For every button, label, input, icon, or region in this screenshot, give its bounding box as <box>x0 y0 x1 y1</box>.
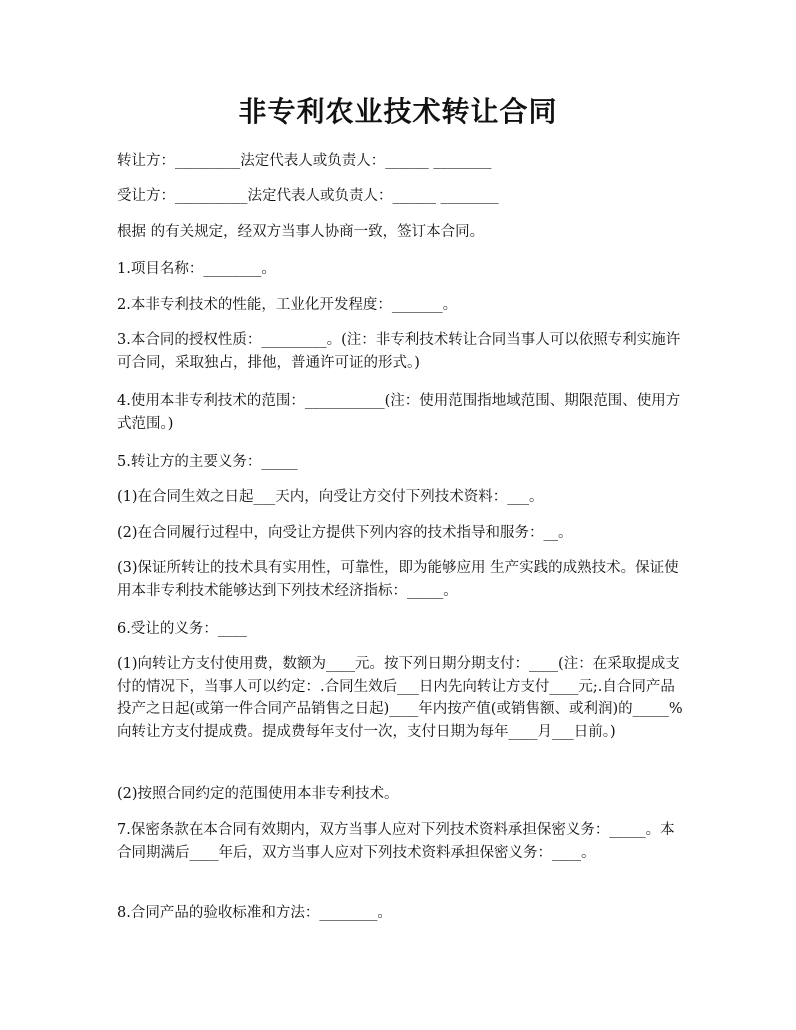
clause-6-item-1: (1)向转让方支付使用费，数额为____元。按下列日期分期支付：____(注：在采取提成支付的情况下，当事人可以约定：.合同生效后___日内先向转让方支付____元;.自合同产品投产之日起(或第一件合同产品销售之日起)____年内按产值(或销售额、或利润)的_____%向转让方支付提成费。提成费每年支付一次，支付日期为每年____月___日前。) <box>117 656 683 740</box>
clause-2-performance: 2.本非专利技术的性能，工业化开发程度：_______。 <box>117 297 458 313</box>
clause-3-authorization: 3.本合同的授权性质：_________。(注：非专利技术转让合同当事人可以依照专利实施许可合同，采取独占，排他，普通许可证的形式。) <box>117 332 681 371</box>
transferor-line: 转让方：_________法定代表人或负责人：______ ________ <box>117 153 492 169</box>
clause-6-item-2: (2)按照合同约定的范围使用本非专利技术。 <box>117 786 399 802</box>
clause-4-scope: 4.使用本非专利技术的范围：___________(注：使用范围指地域范围、期限范围、使用方式范围。) <box>117 393 681 432</box>
preamble-paragraph: 根据 的有关规定，经双方当事人协商一致，签订本合同。 <box>117 224 485 240</box>
clause-1-project-name: 1.项目名称：________。 <box>117 261 276 277</box>
clause-5-item-2: (2)在合同履行过程中，向受让方提供下列内容的技术指导和服务：__。 <box>117 525 573 541</box>
clause-5-item-1: (1)在合同生效之日起___天内，向受让方交付下列技术资料：___。 <box>117 489 544 505</box>
transferee-line: 受让方：__________法定代表人或负责人：______ ________ <box>117 188 499 204</box>
clause-5-transferor-duties: 5.转让方的主要义务：_____ <box>117 454 298 470</box>
clause-6-transferee-duties: 6.受让的义务：____ <box>117 621 247 637</box>
clause-5-item-3: (3)保证所转让的技术具有实用性，可靠性，即为能够应用 生产实践的成熟技术。保证使用本非专利技术能够达到下列技术经济指标：_____。 <box>117 560 679 599</box>
clause-7-confidentiality: 7.保密条款在本合同有效期内，双方当事人应对下列技术资料承担保密义务：_____。本合同期满后____年后，双方当事人应对下列技术资料承担保密义务：____。 <box>117 822 675 861</box>
document-title: 非专利农业技术转让合同 <box>238 95 558 128</box>
clause-8-acceptance: 8.合同产品的验收标准和方法：________。 <box>117 905 392 921</box>
